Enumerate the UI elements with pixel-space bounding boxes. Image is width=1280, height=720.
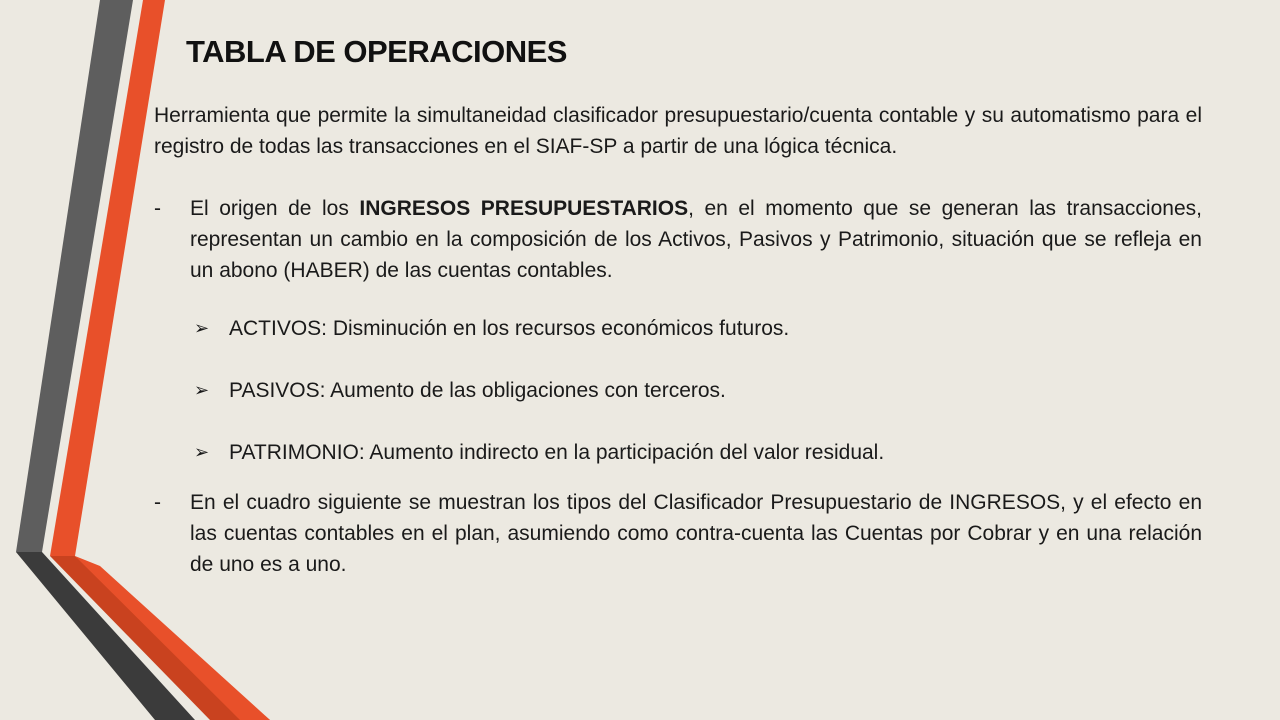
point-ingresos-bold: INGRESOS PRESUPUESTARIOS bbox=[359, 197, 689, 220]
point-cuadro bbox=[154, 487, 1202, 580]
bullet-pasivos bbox=[154, 375, 1202, 406]
point-ingresos-text-before: El origen de los bbox=[190, 197, 360, 220]
bullet-pasivos-text: PASIVOS: Aumento de las obligaciones con terceros. bbox=[229, 379, 726, 402]
arrow-bullet-icon: ➢ bbox=[194, 442, 210, 462]
bullet-patrimonio bbox=[154, 437, 1202, 468]
slide-title: TABLA DE OPERACIONES bbox=[186, 34, 567, 69]
slide-body bbox=[154, 100, 1202, 580]
point-ingresos-text-after: , en el momento que se generan las transacciones, representan un cambio en la composición de los Activos, Pasivos y Patrimonio, situación que se refleja en un abono (HABER) de las cuentas contables. bbox=[190, 197, 1202, 282]
arrow-bullet-icon: ➢ bbox=[194, 380, 210, 400]
bullet-activos-text: ACTIVOS: Disminución en los recursos económicos futuros. bbox=[229, 317, 790, 340]
point-ingresos bbox=[154, 193, 1202, 286]
arrow-bullet-icon: ➢ bbox=[194, 318, 210, 338]
intro-paragraph: Herramienta que permite la simultaneidad clasificador presupuestario/cuenta contable y su automatismo para el registro de todas las transacciones en el SIAF-SP a partir de una lógica técnica. bbox=[154, 104, 1202, 158]
dash-marker: - bbox=[154, 491, 161, 514]
dash-marker: - bbox=[154, 197, 161, 220]
bullet-activos bbox=[154, 313, 1202, 344]
bullet-patrimonio-text: PATRIMONIO: Aumento indirecto en la participación del valor residual. bbox=[229, 441, 885, 464]
point-cuadro-text: En el cuadro siguiente se muestran los tipos del Clasificador Presupuestario de INGRESOS, y el efecto en las cuentas contables en el plan, asumiendo como contra-cuenta las Cuentas por Cobrar y en una relación de uno es a uno. bbox=[190, 491, 1202, 576]
